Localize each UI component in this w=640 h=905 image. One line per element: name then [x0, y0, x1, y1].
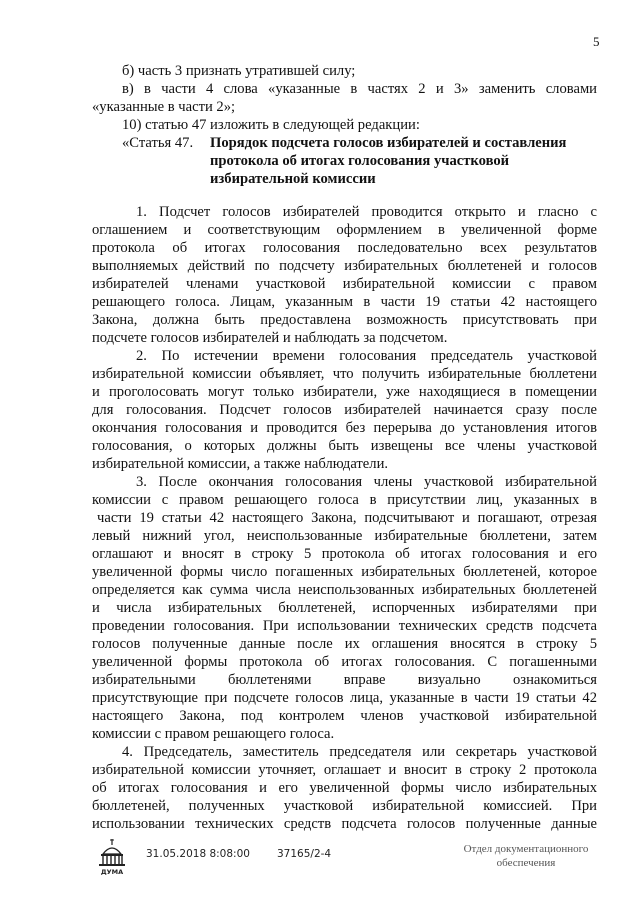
- text-line: избирательной комиссии, а также наблюдатели.: [92, 456, 389, 472]
- text-line: Закона, должна быть предоставлена возможность присутствовать при: [92, 312, 597, 328]
- text-line: «указанные в части 2»;: [92, 99, 236, 115]
- dept-line-2: обеспечения: [496, 857, 556, 869]
- text-line: 2. По истечении времени голосования председатель участковой: [136, 348, 597, 364]
- svg-text:ДУМА: ДУМА: [100, 868, 124, 876]
- article-title-line-1: Порядок подсчета голосов избирателей и составления: [210, 135, 567, 151]
- text-line: подсчете голосов избирателей и наблюдать за подсчетом.: [92, 330, 448, 346]
- article-prefix: «Статья 47.: [122, 135, 194, 151]
- text-line: использовании технических средств подсчета голосов полученные данные: [92, 816, 597, 832]
- text-line: части 19 статьи 42 настоящего Закона, подсчитывают и погашают, отрезая: [97, 510, 597, 526]
- text-line: в) в части 4 слова «указанные в частях 2 и 3» заменить словами: [122, 81, 597, 97]
- text-line: решающего голоса. Лицам, указанным в части 19 статьи 42 настоящего: [92, 294, 597, 310]
- dept-line-1: Отдел документационного: [463, 843, 589, 855]
- text-line: 3. После окончания голосования члены участковой избирательной: [136, 474, 597, 490]
- text-line: настоящего Закона, под контролем членов участковой избирательной: [92, 708, 597, 724]
- text-line: голосов полученные данные после их оглашения вносятся в строку 5: [92, 636, 597, 652]
- text-line: об итогах голосования и его увеличенной формы число избирательных: [92, 780, 597, 796]
- text-line: избирательной комиссии уточняет, оглашает и вносит в строку 2 протокола: [92, 762, 597, 778]
- text-line: выполняемых действий по подсчету избирательных бюллетеней и голосов: [92, 258, 597, 274]
- text-line: протокола об итогах голосования последовательно всех результатов: [92, 240, 597, 256]
- footer-doc-number: 37165/2-4: [277, 848, 332, 860]
- text-line: б) часть 3 признать утратившей силу;: [122, 63, 356, 79]
- article-title-line-3: избирательной комиссии: [210, 171, 376, 187]
- text-line: 1. Подсчет голосов избирателей проводится открыто и гласно с: [136, 204, 597, 220]
- text-line: избирателей членами участковой избирательной комиссии с правом: [92, 276, 597, 292]
- text-line: комиссии с правом решающего голоса в присутствии лиц, указанных в: [92, 492, 597, 508]
- text-line: избирательной комиссии объявляет, что получить избирательные бюллетени: [92, 366, 597, 382]
- dept-stamp: [456, 842, 596, 870]
- text-line: 10) статью 47 изложить в следующей редакции:: [122, 117, 420, 133]
- text-line: избирательными бюллетенями вправе визуально ознакомиться: [92, 672, 597, 688]
- text-line: и числа избирательных бюллетеней, испорченных избирателями при: [92, 600, 597, 616]
- text-line: левый нижний угол, неиспользованные избирательные бюллетени, затем: [92, 528, 597, 544]
- text-line: определяется как сумма числа неиспользованных избирательных бюллетеней: [92, 582, 597, 598]
- footer: [0, 836, 640, 886]
- text-line: 4. Председатель, заместитель председателя или секретарь участковой: [122, 744, 597, 760]
- text-line: комиссии с правом решающего голоса.: [92, 726, 335, 742]
- text-line: и проголосовать могут только избиратели, уже находящиеся в помещении: [92, 384, 597, 400]
- page-number: 5: [593, 34, 600, 49]
- article-title-line-2: протокола об итогах голосования участковой: [210, 153, 510, 169]
- duma-logo-icon: [95, 836, 129, 876]
- text-line: увеличенной формы число погашенных избирательных бюллетеней, которое: [92, 564, 597, 580]
- text-line: оглашением и соответствующим оформлением в увеличенной форме: [92, 222, 597, 238]
- text-line: оглашают и вносят в строку 5 протокола об итогах голосования и его: [92, 546, 597, 562]
- text-line: окончания голосования и проводится без перерыва до установления итогов: [92, 420, 597, 436]
- text-line: бюллетеней, полученных участковой избирательной комиссией. При: [92, 798, 597, 814]
- text-line: присутствующие при подсчете голосов лица, указанные в части 19 статьи 42: [92, 690, 597, 706]
- text-line: голосования, о которых должны быть извещены все члены участковой: [92, 438, 597, 454]
- footer-datetime: 31.05.2018 8:08:00: [146, 848, 250, 860]
- text-line: увеличенной формы протокола об итогах голосования. С погашенными: [92, 654, 597, 670]
- text-line: для голосования. Подсчет голосов избирателей начинается сразу после: [92, 402, 597, 418]
- text-line: проведении голосования. При использовании технических средств подсчета: [92, 618, 597, 634]
